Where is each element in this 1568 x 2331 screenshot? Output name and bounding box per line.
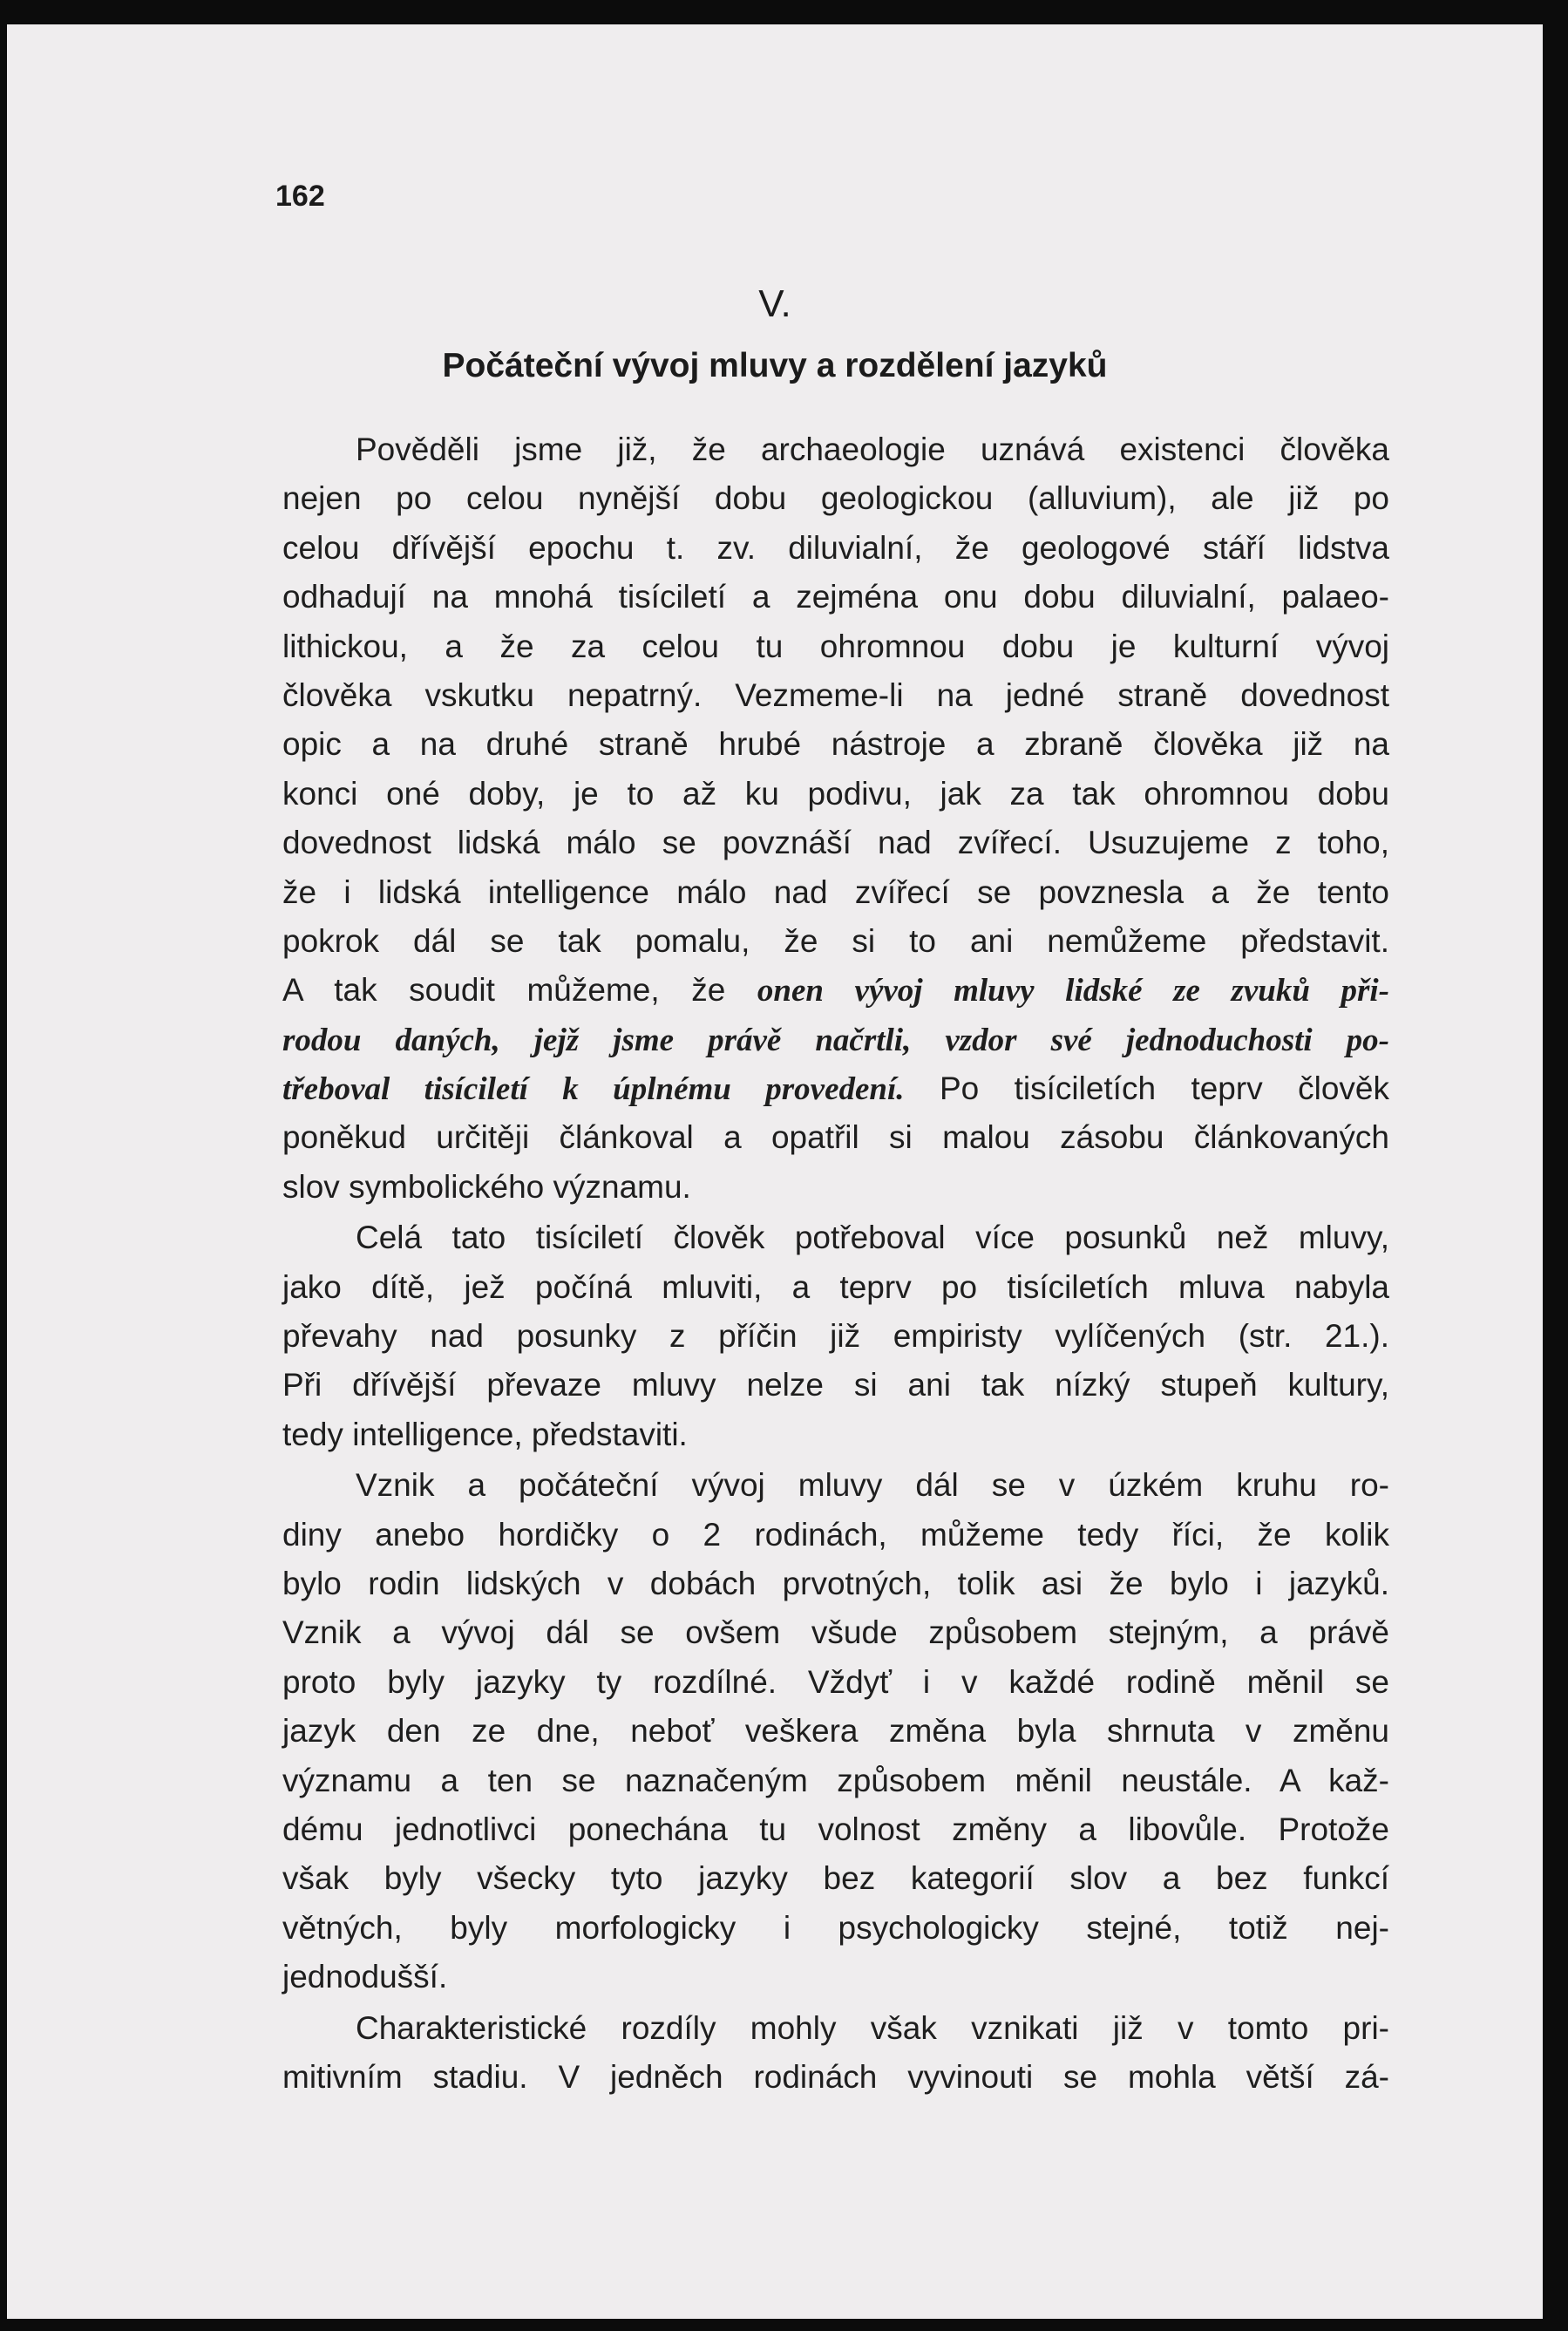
text-line xyxy=(282,425,1389,474)
text-line xyxy=(282,1805,1389,1854)
text-run: Celá tato tisíciletí člověk potřeboval více posunků než mluvy, xyxy=(356,1220,1389,1256)
text-run: nejen po celou nynější dobu geologickou (alluvium), ale již po xyxy=(282,480,1389,517)
text-run: opic a na druhé straně hrubé nástroje a zbraně člověka již na xyxy=(282,726,1389,763)
text-line xyxy=(282,474,1389,523)
text-run: mitivním stadiu. V jedněch rodinách vyvinouti se mohla větší zá- xyxy=(282,2058,1389,2095)
text-run: významu a ten se naznačeným způsobem měnil neustále. A kaž- xyxy=(282,1762,1389,1798)
text-run: dovednost lidská málo se povznáší nad zvířecí. Usuzujeme z toho, xyxy=(282,825,1389,861)
text-line xyxy=(282,1658,1389,1707)
text-run: konci oné doby, je to až ku podivu, jak za tak ohromnou dobu xyxy=(282,775,1389,812)
text-line xyxy=(282,524,1389,573)
body-text xyxy=(282,425,1389,2102)
emphasized-text: rodou daných, jejž jsme právě načrtli, vzdor své jednoduchosti po- xyxy=(282,1022,1389,1058)
text-line xyxy=(282,1953,1389,2001)
text-line xyxy=(282,1757,1389,1805)
text-line xyxy=(282,1707,1389,1756)
text-line xyxy=(282,671,1389,720)
text-run: celou dřívější epochu t. zv. diluvialní, že geologové stáří lidstva xyxy=(282,529,1389,566)
text-line xyxy=(282,966,1389,1015)
text-run: Charakteristické rozdíly mohly však vznikati již v tomto pri- xyxy=(356,2009,1389,2046)
text-run: převahy nad posunky z příčin již empiristy vylíčených (str. 21.). xyxy=(282,1318,1389,1355)
text-run: poněkud určitěji článkoval a opatřil si malou zásobu článkovaných xyxy=(282,1119,1389,1156)
text-line xyxy=(282,2053,1389,2102)
text-run: dému jednotlivci ponechána tu volnost změny a libovůle. Protože xyxy=(282,1811,1389,1847)
text-run: větných, byly morfologicky i psychologicky stejné, totiž nej- xyxy=(282,1909,1389,1946)
text-run: lithickou, a že za celou tu ohromnou dobu je kulturní vývoj xyxy=(282,628,1389,664)
text-line xyxy=(282,1361,1389,1410)
text-line xyxy=(282,1560,1389,1608)
text-line xyxy=(282,1016,1389,1064)
text-line xyxy=(282,1064,1389,1113)
text-line xyxy=(282,720,1389,769)
text-run: diny anebo hordičky o 2 rodinách, můžeme tedy říci, že kolik xyxy=(282,1516,1389,1553)
text-run: však byly všecky tyto jazyky bez kategorií slov a bez funkcí xyxy=(282,1860,1389,1897)
text-line xyxy=(282,1461,1389,1510)
text-run: Vznik a vývoj dál se ovšem všude způsobem stejným, a právě xyxy=(282,1614,1389,1651)
text-run: tedy intelligence, představiti. xyxy=(282,1416,688,1452)
text-line xyxy=(282,1854,1389,1903)
text-line xyxy=(282,622,1389,671)
emphasized-text: třeboval tisíciletí k úplnému provedení. xyxy=(282,1071,905,1108)
text-line xyxy=(282,917,1389,966)
text-run: pokrok dál se tak pomalu, že si to ani nemůžeme představit. xyxy=(282,922,1389,959)
text-run: Při dřívější převaze mluvy nelze si ani tak nízký stupeň kultury, xyxy=(282,1367,1389,1403)
text-run: jako dítě, jež počíná mluviti, a teprv po tisíciletích mluva nabyla xyxy=(282,1268,1389,1305)
text-run: Pověděli jsme již, že archaeologie uznává existenci člověka xyxy=(356,432,1389,467)
text-line xyxy=(282,1263,1389,1312)
text-line xyxy=(282,1163,1389,1212)
page-number: 162 xyxy=(275,180,325,213)
text-line xyxy=(282,1312,1389,1361)
text-line xyxy=(282,1511,1389,1560)
text-run: jazyk den ze dne, neboť veškera změna byla shrnuta v změnu xyxy=(282,1713,1389,1750)
text-line xyxy=(282,2004,1389,2053)
text-line xyxy=(282,1113,1389,1162)
text-run: bylo rodin lidských v dobách prvotných, tolik asi že bylo i jazyků. xyxy=(282,1565,1389,1601)
text-run: odhadují na mnohá tisíciletí a zejména onu dobu diluvialní, palaeo- xyxy=(282,579,1389,615)
text-run: že i lidská intelligence málo nad zvířecí se povznesla a že tento xyxy=(282,873,1389,910)
text-run: jednodušší. xyxy=(282,1959,448,1995)
text-run: Po tisíciletích teprv člověk xyxy=(904,1070,1389,1107)
text-line xyxy=(282,1608,1389,1657)
emphasized-text: onen vývoj mluvy lidské ze zvuků při- xyxy=(757,973,1389,1009)
chapter-title: Počáteční vývoj mluvy a rozdělení jazyků xyxy=(442,347,1108,384)
text-run: slov symbolického významu. xyxy=(282,1168,691,1205)
text-line xyxy=(282,868,1389,917)
text-run: A tak soudit můžeme, že xyxy=(282,972,757,1009)
text-line xyxy=(282,1410,1389,1459)
text-run: člověka vskutku nepatrný. Vezmeme-li na jedné straně dovednost xyxy=(282,676,1389,713)
text-line xyxy=(282,1904,1389,1953)
chapter-number: V. xyxy=(758,282,791,325)
text-run: Vznik a počáteční vývoj mluvy dál se v úzkém kruhu ro- xyxy=(356,1467,1389,1504)
text-run: proto byly jazyky ty rozdílné. Vždyť i v každé rodině měnil se xyxy=(282,1663,1389,1700)
text-line xyxy=(282,770,1389,819)
text-line xyxy=(282,819,1389,867)
text-line xyxy=(282,1213,1389,1262)
book-page xyxy=(7,24,1543,2319)
text-line xyxy=(282,573,1389,622)
